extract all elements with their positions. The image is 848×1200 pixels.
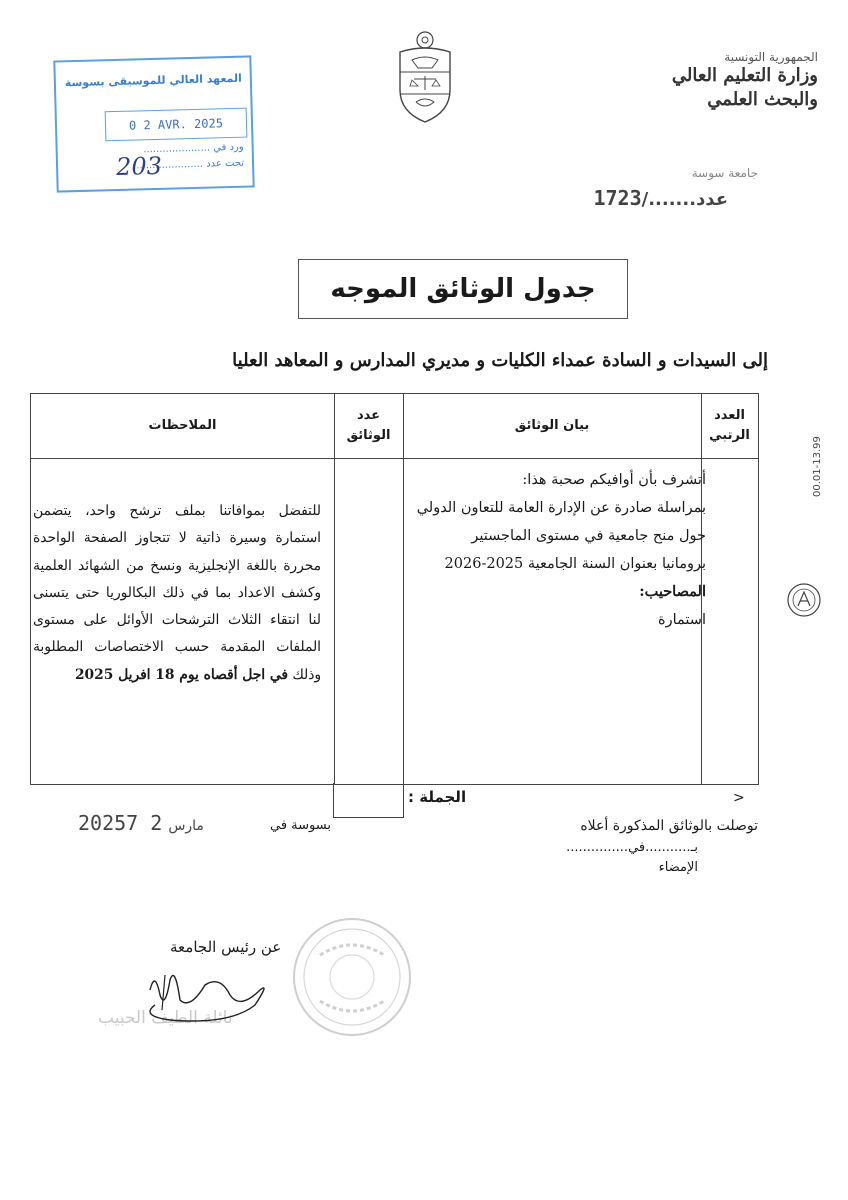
stamp-institute: المعهد العالي للموسيقى بسوسة [64, 71, 243, 90]
signature-icon [110, 950, 290, 1040]
date-year: 2025 [78, 811, 127, 835]
received-stamp [53, 55, 254, 192]
notes-cell [33, 498, 321, 689]
header-serial: العدد الرتبي [709, 408, 750, 443]
description-line: أتشرف بأن أوافيكم صحبة هذا: [522, 472, 706, 488]
seal-icon [290, 915, 415, 1040]
description-cell [410, 466, 706, 634]
notes-text: للتفضل بموافاتنا بملف ترشح واحد، يتضمن استمارة وسيرة ذاتية لا تتجاوز الصفحة الواحدة محررة باللغة الإنجليزية ونسخ من الشهائد العلمية وكشف الاعداد بما في ذلك البكالوريا حتى يتسنى لنا انتقاء الثلاث الترشحات الأوائل على مستوى الملفات المقدمة حسب الاختصاصات المطلوبة وذلك [33, 503, 321, 683]
description-line: حول منح جامعية في مستوى الماجستير [471, 528, 706, 544]
stamp-date: 0 2 AVR. 2025 [105, 108, 248, 142]
reference-label: عدد......./ [641, 189, 728, 210]
handwritten-date [78, 811, 210, 835]
signature-title: عن رئيس الجامعة [170, 938, 282, 956]
coat-of-arms-icon [392, 30, 458, 125]
ministry-line-2: والبحث العلمي [707, 89, 818, 110]
stamp-received-label: ورد في ..................... [143, 141, 244, 156]
total-label: الجملة : [408, 788, 467, 806]
university-label: جامعة سوسة [691, 166, 758, 180]
date-month: مارس [168, 818, 204, 834]
acknowledgement-line-1: توصلت بالوثائق المذكورة أعلاه [580, 818, 758, 834]
ministry-line-1: وزارة التعليم العالي [671, 65, 818, 86]
date-day: 2 7 [126, 811, 163, 835]
republic-label: الجمهورية التونسية [724, 50, 818, 64]
acknowledgement-line-2: بـ...........في............... [566, 840, 698, 855]
stamp-number: 203 [115, 151, 163, 182]
round-stamp-icon [786, 582, 822, 618]
stamp-number-label: تحت عدد ..................... [136, 157, 245, 172]
signature-name: نائلة الطيف الحبيب [98, 1008, 233, 1028]
reference-line [593, 186, 728, 210]
attachments-label: المصاحيب: [639, 583, 706, 600]
addressee: إلى السيدات و السادة عمداء الكليات و مديري المدارس و المعاهد العليا [232, 350, 768, 371]
title-box [298, 259, 628, 319]
header-notes: الملاحظات [148, 418, 217, 433]
chevron-right-icon: > [733, 790, 745, 806]
ministry-header [568, 50, 818, 112]
header-description: بيان الوثائق [514, 418, 590, 433]
reference-number: 1723 [593, 186, 642, 210]
total-box [333, 783, 404, 818]
side-reference: 00.01-13.99 [812, 436, 823, 497]
date-place: بسوسة في [270, 818, 331, 833]
header-count: عدد الوثائق [346, 408, 391, 443]
acknowledgement-signature-label: الإمضاء [658, 860, 698, 875]
table-header-divider [31, 458, 758, 459]
description-line: برومانيا بعنوان السنة الجامعية 2025-2026 [444, 556, 706, 572]
notes-deadline: في اجل أقصاه يوم 18 افريل 2025 [74, 666, 288, 683]
documents-table [30, 393, 759, 785]
page-title: جدول الوثائق الموجه [330, 274, 596, 304]
attachment-item: استمارة [658, 612, 706, 628]
description-line: بمراسلة صادرة عن الإدارة العامة للتعاون الدولي [416, 500, 706, 516]
